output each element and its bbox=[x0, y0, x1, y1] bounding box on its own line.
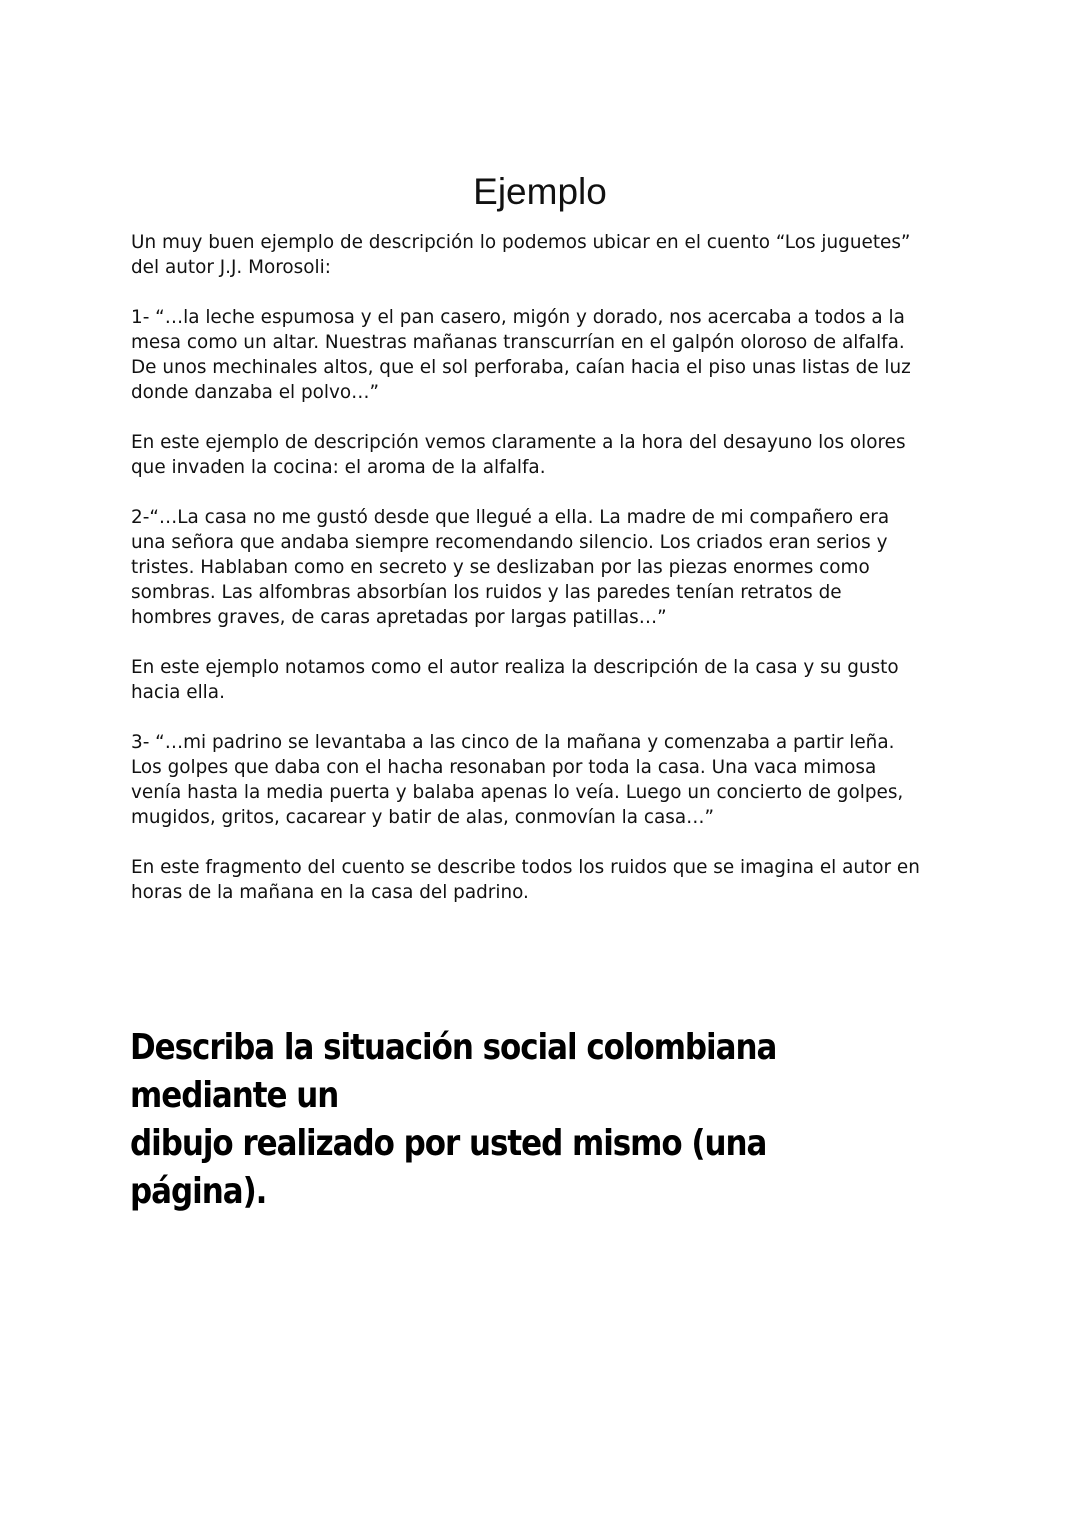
quote-1-paragraph: 1- “…la leche espumosa y el pan casero, migón y dorado, nos acercaba a todos a la mesa como un altar. Nuestras mañanas transcurrían en el galpón oloroso de alfalfa. De unos mechinales altos, que el sol perforaba, caían hacia el piso unas listas de luz donde danzaba el polvo…” bbox=[131, 307, 911, 403]
intro-paragraph: Un muy buen ejemplo de descripción lo podemos ubicar en el cuento “Los juguetes” del autor J.J. Morosoli: bbox=[131, 232, 911, 278]
commentary-3-paragraph: En este fragmento del cuento se describe todos los ruidos que se imagina el autor en horas de la mañana en la casa del padrino. bbox=[131, 857, 920, 903]
page-title: Ejemplo bbox=[473, 171, 607, 212]
task-instruction: Describa la situación social colombiana mediante un dibujo realizado por usted mismo (una página). bbox=[130, 1027, 777, 1212]
document-body bbox=[131, 230, 961, 930]
commentary-1-paragraph: En este ejemplo de descripción vemos claramente a la hora del desayuno los olores que invaden la cocina: el aroma de la alfalfa. bbox=[131, 432, 906, 478]
quote-3-paragraph: 3- “…mi padrino se levantaba a las cinco de la mañana y comenzaba a partir leña. Los golpes que daba con el hacha resonaban por toda la casa. Una vaca mimosa venía hasta la media puerta y balaba apenas lo veía. Luego un concierto de golpes, mugidos, gritos, cacarear y batir de alas, conmovían la casa…” bbox=[131, 732, 904, 828]
commentary-2-paragraph: En este ejemplo notamos como el autor realiza la descripción de la casa y su gusto hacia ella. bbox=[131, 657, 899, 703]
quote-2-paragraph: 2-“…La casa no me gustó desde que llegué a ella. La madre de mi compañero era una señora que andaba siempre recomendando silencio. Los criados eran serios y tristes. Hablaban como en secreto y se deslizaban por las piezas enormes como sombras. Las alfombras absorbían los ruidos y las paredes tenían retratos de hombres graves, de caras apretadas por largas patillas…” bbox=[131, 507, 890, 628]
